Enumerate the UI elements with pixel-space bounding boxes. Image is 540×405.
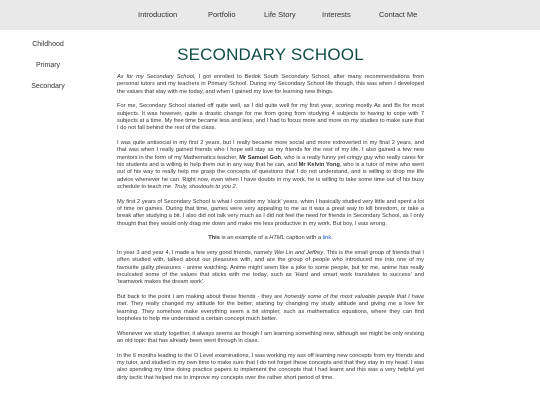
sidebar-item-childhood[interactable]: Childhood (32, 41, 64, 48)
nav-link-introduction[interactable]: Introduction (138, 10, 178, 19)
page-title: SECONDARY SCHOOL (177, 45, 364, 64)
nav-link-contact-me[interactable]: Contact Me (379, 10, 418, 19)
emphasis-text: As for my Secondary School, (117, 74, 196, 80)
paragraph-valuable-friends: But back to the point I am making about these friends - they are honestly some of the most valuable people that I have met. They really changed my attitude for the better, starting by changing my study attitude and giving me a love for learning. They somehow make everything seem a bit simpler, such as mathematics equations, where they can find loopholes to help me understand a certain concept much better. (117, 294, 424, 323)
nav-link-life-story[interactable]: Life Story (264, 10, 296, 19)
mentor-name: Mr Kelvin Yong (298, 162, 340, 169)
paragraph-slack-years: My first 2 years of Secondary School is what I consider my 'slack' years, when I basically studied very little and spent a lot of time on games. During that time, games were very appealing to me as it was a great way to kill boredom, or take a break after studying a bit. I also did not talk very much as I did not feel the need for friends in Secondary School, as I only thought that they would only drag me down and make me less productive in my work. But boy, I was wrong. (117, 198, 424, 227)
friend-names: Wei Lin and Jeffrey (274, 250, 324, 257)
sidebar-item-secondary[interactable]: Secondary (31, 83, 65, 90)
nav-link-portfolio[interactable]: Portfolio (208, 10, 236, 19)
emphasis-text: honestly some of the most valuable people that I have met (117, 294, 424, 308)
paragraph-intro: As for my Secondary School, I got enrolled to Bedok South Secondary School, after many recommendations from personal tutors and my teachers in Primary School. During my Secondary School life though, this was when I developed the values that stay with me today, and when I gained my love for learning new things. (117, 74, 424, 95)
top-navigation-bar (0, 0, 540, 30)
paragraph-o-levels: In the 6 months leading to the O Level examinations, I was working my ass off learning new concepts from my friends and my tutor, and studied in my own time to make sure that I do not forget these concepts and that they stay in my head. I was also spending my time doing practice papers to implement the concepts that I had learnt and this was a very helpful yet dirty tactic that helped me to improve my concepts over the rather short period of time. (117, 352, 424, 381)
nav-link-interests[interactable]: Interests (322, 10, 351, 19)
mentor-name: Mr Samuel Goh (239, 154, 282, 161)
paragraph-mentors: I was quite antisocial in my first 2 years, but I really became more social and more extroverted in my final 2 years, and that was when I really gained friends who I hope will stay as my friends for the rest of my life. I also gained a few new mentors in the form of my Mathematics teacher, Mr Samuel Goh, who is a really funny yet cringy guy who really cares for his students and is willing to help them out in any way that he can, and Mr Kelvin Yong, who is a tutor of mine who went out of his way to really help me grasp the concepts of questions that I do not understand, and is willing to drop me life advice whenever he can. Right now, even when I have doubts in my work, he is willing to take some time out of his busy schedule to teach me. Truly, shoutouts to you 2. (117, 140, 425, 191)
caption-link[interactable]: link (322, 235, 332, 242)
html-caption: This is an example of a HTML caption with a link. (208, 235, 333, 242)
paragraph-friends: In year 3 and year 4, I made a few very good friends, namely Wei Lin and Jeffrey. This is the small group of friends that I often studied with, talked about our pleasures with, and are the group of people who introduced me into one of my favourite guilty pleasures - anime watching. Anime might seem like a joke to some people, but for me, anime has really inculcated some of the values that sticks with me today, such as 'Hard and smart work translates to success' and 'teamwork makes the dream work'. (117, 250, 425, 286)
main-content (117, 74, 424, 389)
sidebar-item-primary[interactable]: Primary (35, 62, 61, 69)
paragraph-start: For me, Secondary School started off quite well, as I did quite well for my first year, scoring mostly As and Bs for most subjects. It was however, quite a drastic change for me from going from studying 4 subjects to having to cope with 7 subjects at a time. My free time became less and less, and I had to focus more and more on my studies to make sure that I do not fall behind the rest of the class. (117, 103, 424, 132)
paragraph-studying-together: Whenever we study together, it always seems as though I am learning something new, although we might be only revising an old topic that has already been went through in class. (117, 330, 424, 345)
shoutout-text: Truly, shoutouts to you 2. (174, 184, 238, 191)
